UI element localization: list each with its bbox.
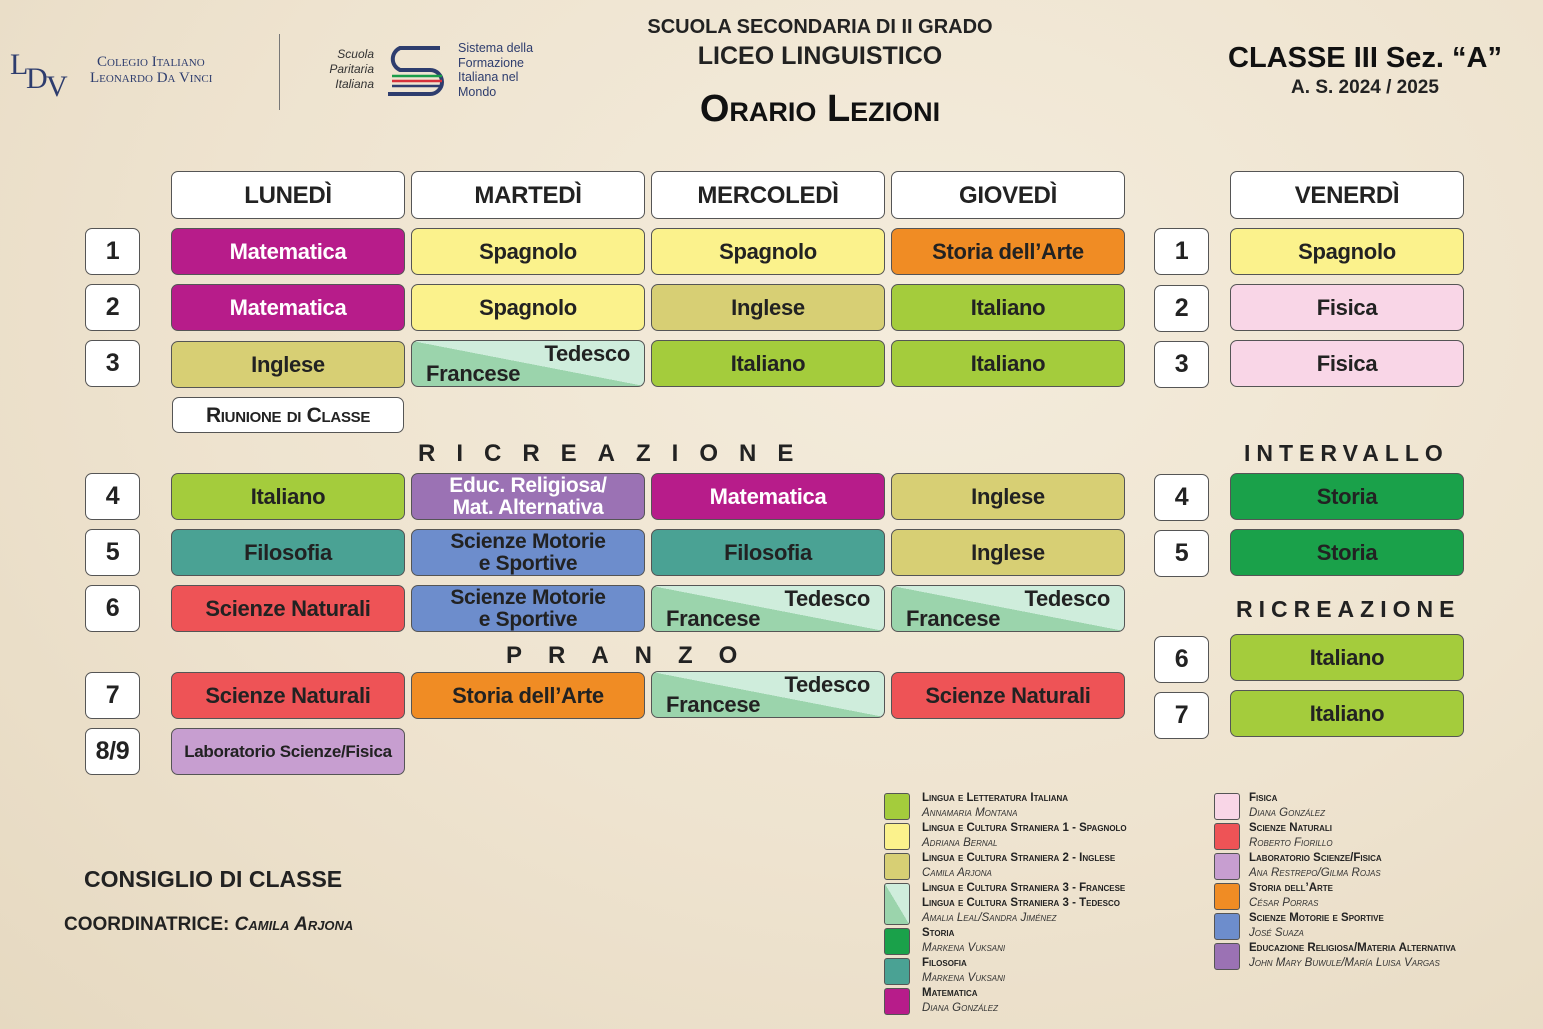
legend-swatch-motorie	[1214, 913, 1240, 940]
legend-swatch-francese-tedesco	[884, 883, 910, 925]
logo-divider	[279, 34, 280, 110]
page-title: Orario Lezioni	[699, 88, 941, 130]
svg-text:L: L	[10, 48, 29, 81]
hour-number: 8/9	[85, 728, 140, 775]
legend-subject: Fisica	[1249, 792, 1278, 804]
svg-text:D: D	[26, 62, 48, 95]
legend-teacher: César Porras	[1249, 897, 1319, 909]
break-intervallo-friday: INTERVALLO	[1244, 440, 1449, 466]
legend-subject: Lingua e Letteratura Italiana	[922, 792, 1069, 804]
legend-teacher: Camila Arjona	[922, 867, 992, 879]
friday-hour-number: 4	[1154, 474, 1209, 521]
legend-teacher: Adriana Bernal	[922, 837, 998, 849]
lesson-wednesday-2: Inglese	[651, 284, 885, 331]
class-label: CLASSE III Sez. “A”	[1228, 42, 1502, 74]
lesson-friday-6: Italiano	[1230, 634, 1464, 681]
school-year: A. S. 2024 / 2025	[1291, 77, 1439, 98]
lesson-tuesday-3	[411, 340, 645, 387]
day-header-wednesday: MERCOLEDÌ	[651, 171, 885, 219]
lesson-monday-7: Scienze Naturali	[171, 672, 405, 719]
legend-subject: Laboratorio Scienze/Fisica	[1249, 852, 1382, 864]
lesson-friday-1: Spagnolo	[1230, 228, 1464, 275]
lesson-friday-4: Storia	[1230, 473, 1464, 520]
lesson-top-label: Tedesco	[1024, 586, 1110, 611]
legend-teacher: Diana González	[1249, 807, 1326, 819]
legend-subject: Storia dell’Arte	[1249, 882, 1333, 894]
lesson-bottom-label: Francese	[666, 692, 761, 717]
legend-teacher: Annamaria Montana	[922, 807, 1018, 819]
legend-subject: Lingua e Cultura Straniera 2 - Inglese	[922, 852, 1116, 864]
svg-text:V: V	[46, 70, 68, 100]
lesson-top-label: Tedesco	[784, 586, 870, 611]
lesson-monday-5: Filosofia	[171, 529, 405, 576]
lesson-wednesday-7	[651, 671, 885, 718]
break-ricreazione: RICREAZIONE	[418, 440, 815, 467]
break-pranzo: PRANZO	[506, 642, 764, 669]
coordinator-label: COORDINATRICE:	[64, 914, 230, 935]
lesson-wednesday-3: Italiano	[651, 340, 885, 387]
legend-subject: Educazione Religiosa/Materia Alternativa	[1249, 942, 1456, 954]
lesson-thursday-2: Italiano	[891, 284, 1125, 331]
friday-hour-number: 3	[1154, 341, 1209, 388]
legend-teacher: Ana Restrepo/Gilma Rojas	[1249, 867, 1381, 879]
legend-swatch-spagnolo	[884, 823, 910, 850]
hour-number: 2	[85, 284, 140, 331]
lesson-thursday-3: Italiano	[891, 340, 1125, 387]
council-coordinator	[64, 914, 353, 936]
day-header-monday: LUNEDÌ	[171, 171, 405, 219]
legend-subject: Lingua e Cultura Straniera 3 - Francese	[922, 882, 1126, 894]
legend-swatch-matematica	[884, 988, 910, 1015]
lesson-wednesday-1: Spagnolo	[651, 228, 885, 275]
sfim-left-text: Scuola Paritaria Italiana	[329, 47, 374, 91]
lesson-monday-4: Italiano	[171, 473, 405, 520]
friday-hour-number: 7	[1154, 692, 1209, 739]
legend-subject: Lingua e Cultura Straniera 1 - Spagnolo	[922, 822, 1127, 834]
legend-swatch-fisica	[1214, 793, 1240, 820]
friday-hour-number: 1	[1154, 228, 1209, 275]
lesson-tuesday-4: Educ. Religiosa/ Mat. Alternativa	[411, 473, 645, 520]
legend-teacher: John Mary Buwule/María Luisa Vargas	[1249, 957, 1440, 969]
legend-teacher: Markena Vuksani	[922, 972, 1006, 984]
school-type: LICEO LINGUISTICO	[697, 42, 943, 70]
legend-subject: Filosofia	[922, 957, 967, 969]
lesson-thursday-5: Inglese	[891, 529, 1125, 576]
legend-subject: Storia	[922, 927, 955, 939]
legend-swatch-filosofia	[884, 958, 910, 985]
lesson-bottom-label: Francese	[906, 606, 1001, 631]
council-title: CONSIGLIO DI CLASSE	[84, 866, 343, 892]
logo-school-name-1: Colegio Italiano	[97, 54, 205, 70]
lesson-thursday-1: Storia dell’Arte	[891, 228, 1125, 275]
lesson-bottom-label: Francese	[426, 361, 521, 386]
hour-number: 5	[85, 529, 140, 576]
lesson-monday-3: Inglese	[171, 341, 405, 388]
lesson-bottom-label: Francese	[666, 606, 761, 631]
day-header-tuesday: MARTEDÌ	[411, 171, 645, 219]
legend-swatch-laboratorio	[1214, 853, 1240, 880]
friday-hour-number: 2	[1154, 285, 1209, 332]
legend-swatch-storia	[884, 928, 910, 955]
lesson-tuesday-2: Spagnolo	[411, 284, 645, 331]
legend-subject: Matematica	[922, 987, 978, 999]
legend-swatch-arte	[1214, 883, 1240, 910]
sfim-logo-icon	[380, 40, 452, 100]
hour-number: 1	[85, 228, 140, 275]
lesson-tuesday-5: Scienze Motorie e Sportive	[411, 529, 645, 576]
lesson-top-label: Tedesco	[544, 341, 630, 366]
legend-subject: Scienze Naturali	[1249, 822, 1333, 834]
lesson-tuesday-1: Spagnolo	[411, 228, 645, 275]
lesson-thursday-7: Scienze Naturali	[891, 672, 1125, 719]
lesson-friday-5: Storia	[1230, 529, 1464, 576]
legend-swatch-inglese	[884, 853, 910, 880]
lesson-tuesday-6: Scienze Motorie e Sportive	[411, 585, 645, 632]
legend-teacher: José Suaza	[1249, 927, 1304, 939]
lesson-wednesday-5: Filosofia	[651, 529, 885, 576]
hour-number: 3	[85, 340, 140, 387]
legend-teacher: Amalia Leal/Sandra Jiménez	[922, 912, 1057, 924]
lesson-friday-2: Fisica	[1230, 284, 1464, 331]
logo-school-name-2: Leonardo Da Vinci	[90, 70, 213, 86]
lesson-wednesday-6	[651, 585, 885, 632]
lesson-monday-6: Scienze Naturali	[171, 585, 405, 632]
lesson-thursday-6	[891, 585, 1125, 632]
lesson-friday-3: Fisica	[1230, 340, 1464, 387]
lesson-tuesday-7: Storia dell’Arte	[411, 672, 645, 719]
coordinator-name: Camila Arjona	[234, 914, 354, 935]
break-ricreazione-friday: RICREAZIONE	[1236, 596, 1461, 622]
legend-subject: Scienze Motorie e Sportive	[1249, 912, 1384, 924]
legend-teacher: Roberto Fiorillo	[1249, 837, 1333, 849]
legend-teacher: Diana González	[922, 1002, 999, 1014]
lesson-monday-1: Matematica	[171, 228, 405, 275]
legend-swatch-italiano	[884, 793, 910, 820]
day-header-friday: VENERDÌ	[1230, 171, 1464, 219]
hour-number: 7	[85, 672, 140, 719]
friday-hour-number: 6	[1154, 636, 1209, 683]
school-level: SCUOLA SECONDARIA DI II GRADO	[647, 16, 993, 38]
legend-swatch-religione	[1214, 943, 1240, 970]
monday-class-meeting: Riunione di Classe	[172, 397, 404, 433]
hour-number: 6	[85, 585, 140, 632]
lesson-monday-2: Matematica	[171, 284, 405, 331]
sfim-right-text: Sistema della Formazione Italiana nel Mondo	[458, 41, 534, 99]
lesson-friday-7: Italiano	[1230, 690, 1464, 737]
day-header-thursday: GIOVEDÌ	[891, 171, 1125, 219]
lesson-monday-8-9: Laboratorio Scienze/Fisica	[171, 728, 405, 775]
legend-swatch-scienze	[1214, 823, 1240, 850]
lesson-wednesday-4: Matematica	[651, 473, 885, 520]
lesson-thursday-4: Inglese	[891, 473, 1125, 520]
hour-number: 4	[85, 473, 140, 520]
legend-teacher: Markena Vuksani	[922, 942, 1006, 954]
ldv-logo	[8, 42, 78, 100]
friday-hour-number: 5	[1154, 530, 1209, 577]
legend-subject: Lingua e Cultura Straniera 3 - Tedesco	[922, 897, 1120, 909]
lesson-top-label: Tedesco	[784, 672, 870, 697]
